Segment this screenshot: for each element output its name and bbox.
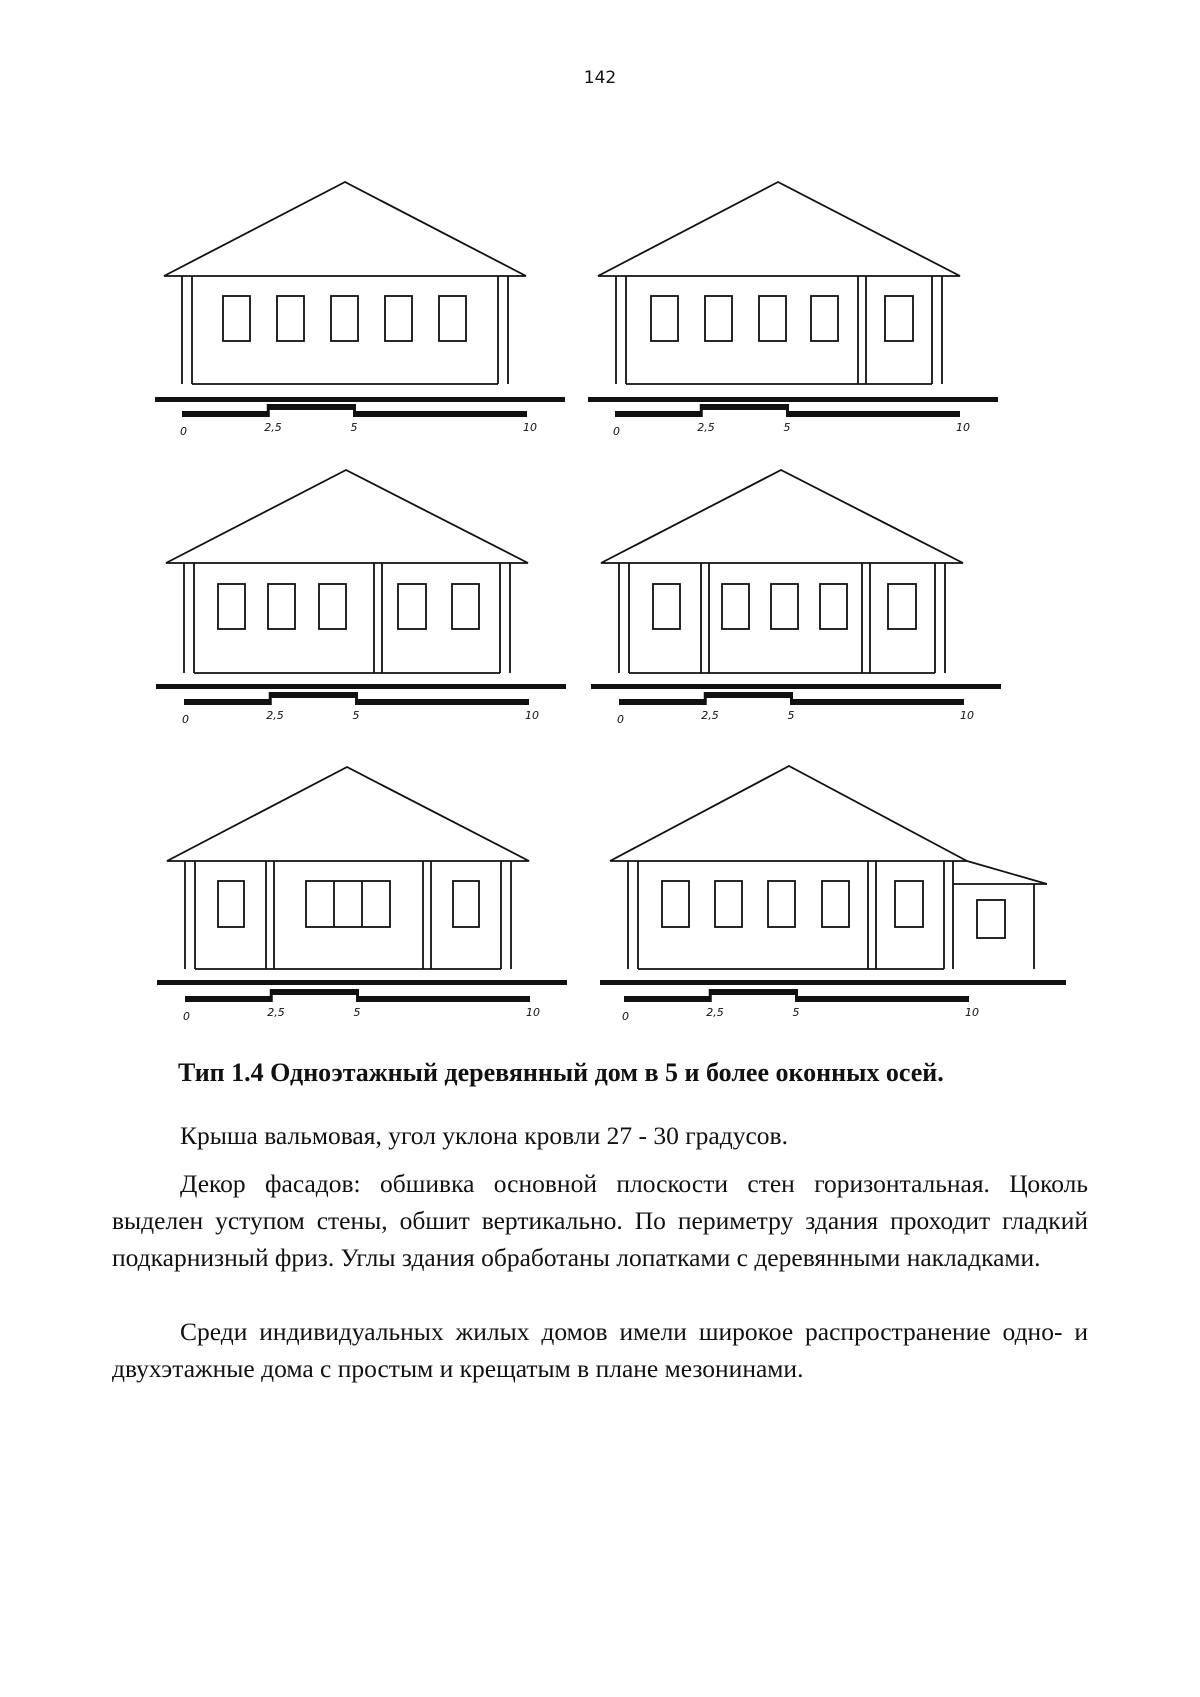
scale-label: 0: [613, 425, 620, 438]
house-elevation-6: [610, 766, 1047, 983]
scale-segment: [271, 989, 357, 995]
scale-bar-6: [622, 989, 979, 1023]
scale-segment: [619, 699, 705, 705]
scale-label: 5: [352, 709, 360, 722]
scale-segment: [182, 411, 268, 417]
scale-bars: [180, 404, 979, 1023]
scale-bar-5: [183, 989, 540, 1023]
ground-line-2: [588, 397, 998, 402]
scale-label: 5: [350, 421, 358, 434]
ground-line-1: [155, 397, 565, 402]
scale-label: 10: [956, 421, 970, 434]
scale-segment: [792, 699, 965, 705]
scale-bar-2: [613, 404, 970, 438]
scale-label: 10: [960, 709, 974, 722]
scale-label: 0: [183, 1010, 190, 1023]
scale-segment: [624, 996, 710, 1002]
scale-bar-1: [180, 404, 537, 438]
scale-segment: [357, 699, 530, 705]
scale-label: 2,5: [701, 709, 719, 722]
scale-label: 10: [526, 1006, 540, 1019]
scale-label: 5: [787, 709, 795, 722]
paragraph-houses: Среди индивидуальных жилых домов имели широкое распространение одно- и двухэтажные дома с простым и крещатым в плане мезонинами.: [112, 1317, 1088, 1383]
figure-caption: Тип 1.4 Одноэтажный деревянный дом в 5 и более оконных осей.: [178, 1058, 944, 1087]
scale-segment: [701, 404, 787, 410]
scale-label: 5: [792, 1006, 800, 1019]
scale-segment: [358, 996, 531, 1002]
scale-label: 0: [182, 713, 189, 726]
ground-line-4: [591, 684, 1001, 689]
ground-line-3: [156, 684, 566, 689]
ground-line-6: [600, 980, 1066, 985]
scale-segment: [184, 699, 270, 705]
paragraph-roof: Крыша вальмовая, угол уклона кровли 27 - 30 градусов.: [180, 1121, 788, 1150]
house-elevation-3: [166, 470, 528, 687]
scale-label: 2,5: [267, 1006, 285, 1019]
scale-segment: [797, 996, 970, 1002]
house-elevation-2: [598, 182, 960, 398]
scale-segment: [615, 411, 701, 417]
scale-label: 5: [783, 421, 791, 434]
ground-line-5: [157, 980, 567, 985]
scale-label: 2,5: [697, 421, 715, 434]
page-number: 142: [583, 68, 617, 88]
scale-label: 2,5: [706, 1006, 724, 1019]
house-elevation-5: [167, 767, 529, 983]
scale-label: 0: [622, 1010, 629, 1023]
scale-label: 2,5: [266, 709, 284, 722]
scale-segment: [185, 996, 271, 1002]
scale-segment: [710, 989, 796, 995]
scale-bar-3: [182, 692, 539, 726]
scale-label: 0: [617, 713, 624, 726]
scale-label: 10: [523, 421, 537, 434]
scale-segment: [705, 692, 791, 698]
scale-bar-4: [617, 692, 974, 726]
house-elevation-4: [601, 470, 963, 687]
scale-segment: [270, 692, 356, 698]
scale-label: 2,5: [264, 421, 282, 434]
scale-segment: [788, 411, 961, 417]
scale-label: 10: [965, 1006, 979, 1019]
paragraph-facade-decor: Декор фасадов: обшивка основной плоскости стен горизонтальная. Цоколь выделен уступом стены, обшит вертикально. По периметру здания проходит гладкий подкарнизный фриз. Углы здания обработаны лопатками с деревянными накладками.: [112, 1169, 1088, 1272]
house-elevation-1: [164, 182, 526, 398]
scale-label: 5: [353, 1006, 361, 1019]
scale-segment: [355, 411, 528, 417]
scale-segment: [268, 404, 354, 410]
scale-label: 10: [525, 709, 539, 722]
scale-label: 0: [180, 425, 187, 438]
